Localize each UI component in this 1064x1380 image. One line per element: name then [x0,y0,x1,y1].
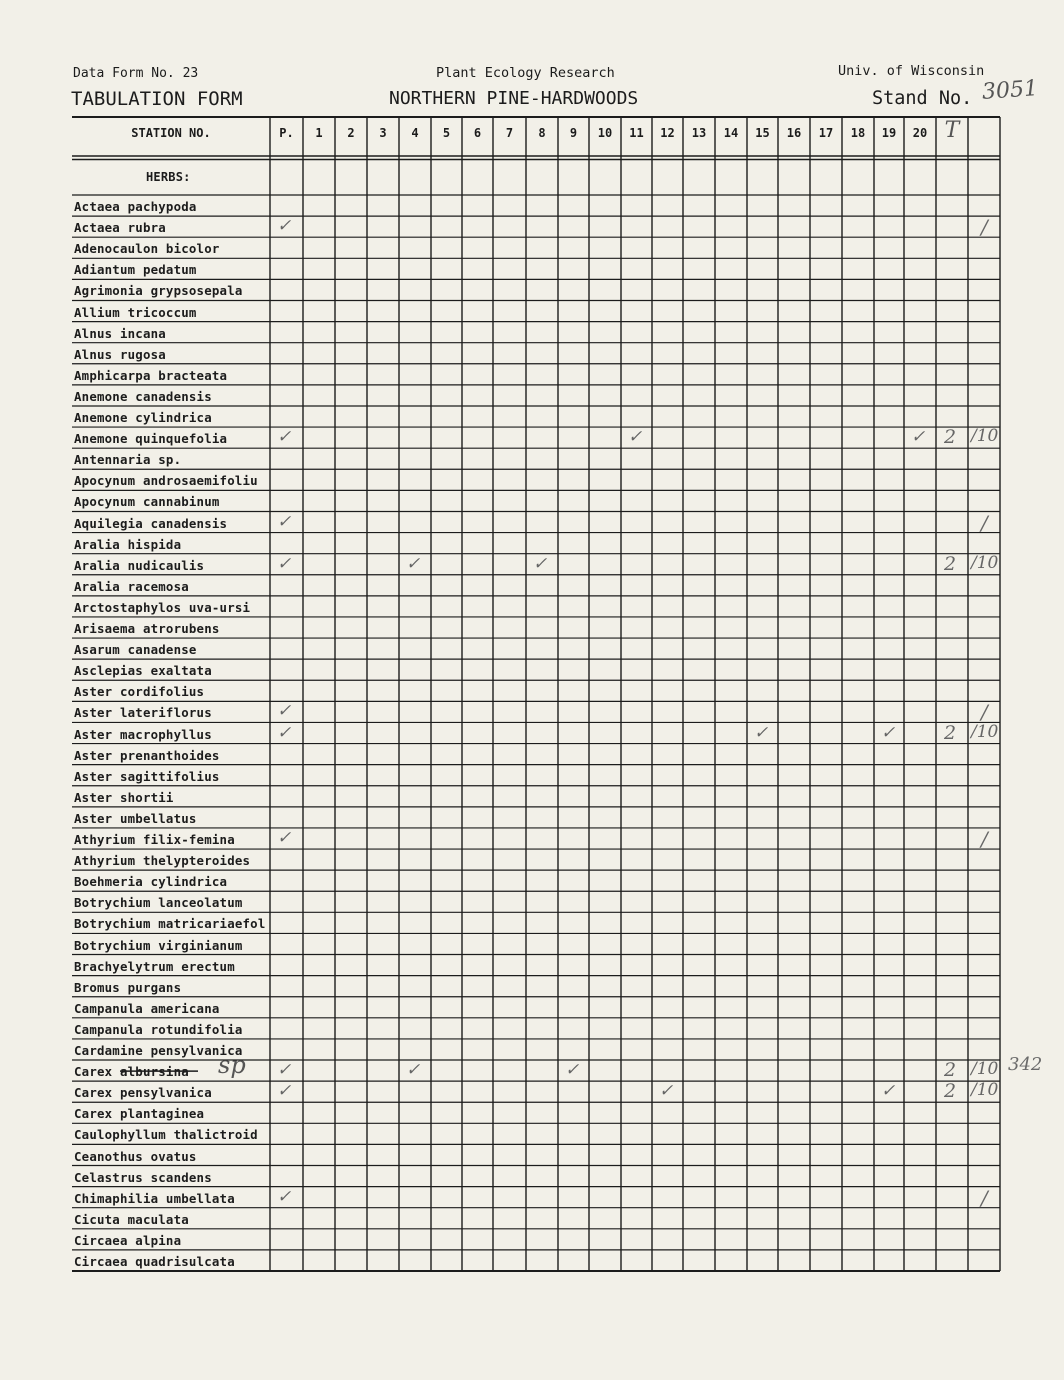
species-name: Asarum canadense [74,642,197,658]
column-header-19: 19 [881,126,897,140]
species-name: Aster lateriflorus [74,705,212,721]
stand-number: 3051 [981,76,1039,105]
species-name: Botrychium matricariaefol [74,916,266,932]
species-name: Anemone cylindrica [74,410,212,426]
check-mark: ✓ [406,553,421,574]
species-name: Aralia racemosa [74,578,189,594]
data-form-number: Data Form No. 23 [73,66,199,81]
column-header-17: 17 [818,126,834,140]
column-header-3: 3 [379,126,387,140]
species-name: Anemone canadensis [74,388,212,404]
species-name: Actaea pachypoda [74,199,197,215]
species-name: Allium tricoccum [74,304,197,320]
species-name: Athyrium thelypteroides [74,853,251,869]
frequency-value: / [981,510,988,535]
frequency-value: / [981,700,988,725]
frequency-value: / [981,1185,988,1210]
species-name: Apocynum androsaemifoliu [74,473,258,489]
species-name: Aquilegia canadensis [74,515,228,531]
station-no-header: STATION NO. [131,126,211,140]
check-mark: ✓ [565,1060,580,1081]
check-mark: ✓ [754,722,769,743]
frequency-value: / [981,215,988,240]
column-header-p: P. [279,126,294,140]
species-name: Actaea rubra [74,220,166,236]
column-header-10: 10 [597,126,613,140]
check-mark: ✓ [406,1060,421,1081]
species-name: Botrychium virginianum [74,937,243,953]
program-name: Plant Ecology Research [436,65,615,81]
check-mark: ✓ [911,427,926,448]
column-header-4: 4 [411,126,419,140]
column-header-5: 5 [442,126,451,140]
species-name: Boehmeria cylindrica [74,874,228,890]
check-mark: ✓ [277,553,292,574]
check-mark: ✓ [277,1060,292,1081]
check-mark: ✓ [277,701,292,722]
check-mark: ✓ [628,427,643,448]
species-name: Brachyelytrum erectum [74,958,235,974]
species-name: Ceanothus ovatus [74,1148,197,1164]
check-mark: ✓ [659,1081,674,1102]
column-header-18: 18 [850,126,866,140]
species-name: Aster prenanthoides [74,747,220,763]
column-header-2: 2 [347,126,355,140]
column-header-12: 12 [660,126,675,140]
species-name: Circaea alpina [74,1232,182,1248]
form-title: TABULATION FORM [71,88,243,110]
species-name: Athyrium filix-femina [74,832,235,848]
stand-label: Stand No. [872,88,973,109]
species-name: Carex plantaginea [74,1106,205,1122]
species-name: Aster sagittifolius [74,768,220,784]
check-mark: ✓ [277,722,292,743]
column-header-20: 20 [912,126,928,140]
species-name: Adenocaulon bicolor [74,241,220,257]
frequency-value: /10 [971,1080,999,1101]
species-name: Aralia hispida [74,536,182,552]
replacement-note: sp [218,1051,246,1080]
species-name: Agrimonia grypsosepala [74,283,243,299]
species-name: Caulophyllum thalictroid [74,1127,258,1143]
species-name: Aster macrophyllus [74,726,212,742]
check-mark: ✓ [277,511,292,532]
species-name: Anemone quinquefolia [74,431,228,447]
margin-note: 342 [1008,1054,1043,1076]
species-name: Cardamine pensylvanica [74,1043,243,1059]
species-name: Aralia nudicaulis [74,557,205,573]
frequency-value: / [981,827,988,852]
species-name: Aster cordifolius [74,684,205,700]
total-count: 2 [944,721,957,744]
species-name: Antennaria sp. [74,452,182,468]
column-header-1: 1 [315,126,323,140]
total-count: 2 [944,1059,957,1082]
frequency-value: /10 [971,426,999,447]
check-mark: ✓ [881,722,896,743]
column-header-7: 7 [505,126,514,140]
total-count: 2 [944,552,957,575]
check-mark: ✓ [881,1081,896,1102]
total-count: 2 [944,1080,957,1103]
species-name: Aster shortii [74,789,174,805]
species-name: Chimaphilia umbellata [74,1190,235,1206]
column-header-15: 15 [755,126,770,140]
column-header-9: 9 [569,126,578,140]
species-name: Carex albursina [74,1064,189,1080]
column-header-8: 8 [538,126,546,140]
check-mark: ✓ [277,828,292,849]
check-mark: ✓ [533,553,548,574]
species-name: Bromus purgans [74,979,182,995]
frequency-value: /10 [971,721,999,742]
species-name: Asclepias exaltata [74,663,212,679]
column-header-16: 16 [786,126,802,140]
check-mark: ✓ [277,1081,292,1102]
frequency-value: /10 [971,552,999,573]
species-name: Alnus rugosa [74,346,166,362]
check-mark: ✓ [277,427,292,448]
column-header-14: 14 [723,126,739,140]
column-header-6: 6 [473,126,482,140]
institution-name: Univ. of Wisconsin [838,63,985,79]
species-name: Apocynum cannabinum [74,494,220,510]
section-label-herbs: HERBS: [146,170,191,184]
species-name: Campanula americana [74,1000,220,1016]
column-header-13: 13 [691,126,707,140]
total-count: 2 [944,426,957,449]
species-name: Carex pensylvanica [74,1085,212,1101]
species-name: Aster umbellatus [74,810,197,826]
species-name: Celastrus scandens [74,1169,212,1185]
column-header-11: 11 [629,126,644,140]
column-header-t: T [944,118,960,143]
community-title: NORTHERN PINE-HARDWOODS [389,88,639,109]
species-name: Circaea quadrisulcata [74,1254,235,1269]
species-name: Cicuta maculata [74,1211,189,1227]
check-mark: ✓ [277,1186,292,1207]
check-mark: ✓ [277,216,292,237]
species-name: Campanula rotundifolia [74,1021,243,1037]
species-name: Arisaema atrorubens [74,621,220,637]
species-name: Alnus incana [74,325,166,341]
species-name: Botrychium lanceolatum [74,895,243,911]
species-name: Amphicarpa bracteata [74,367,228,383]
species-name: Adiantum pedatum [74,262,197,278]
frequency-value: /10 [971,1059,999,1080]
species-name: Arctostaphylos uva-ursi [74,599,251,615]
